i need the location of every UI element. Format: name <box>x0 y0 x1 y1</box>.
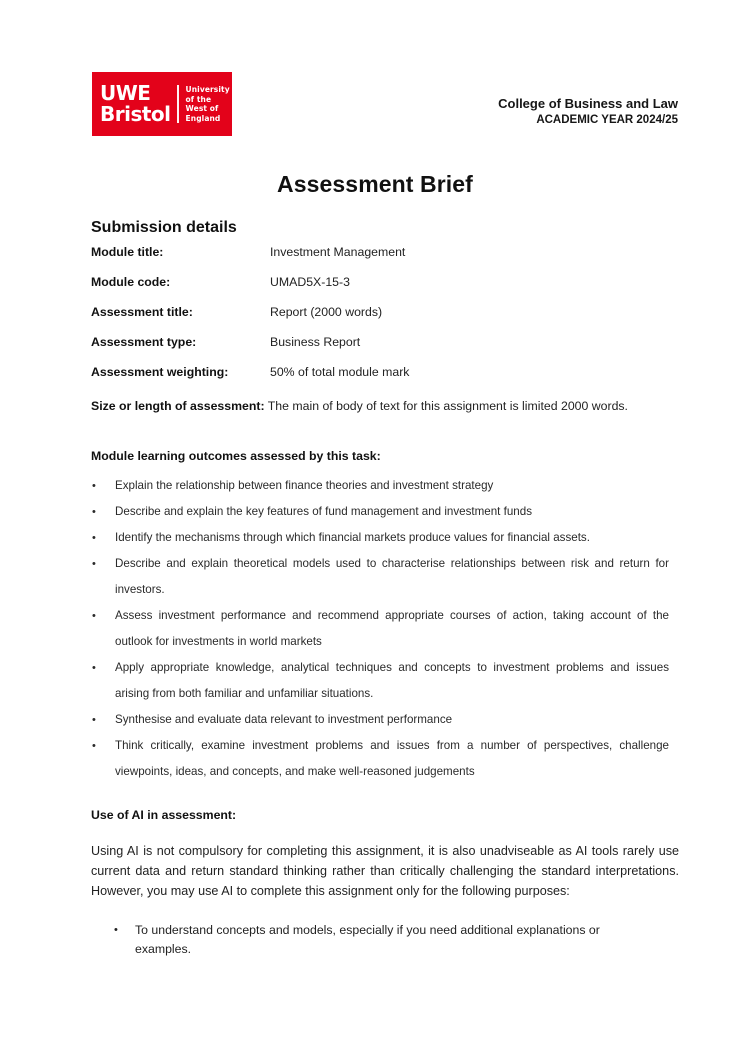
bullet-marker-icon: • <box>92 480 96 492</box>
list-item-label: Describe and explain theoretical models used to characterise relationships between risk and return for investors. <box>115 557 669 596</box>
detail-label: Assessment type: <box>91 335 197 349</box>
list-item-label: Apply appropriate knowledge, analytical techniques and concepts to investment problems and issues arising from both familiar and unfamiliar situations. <box>115 661 669 700</box>
learning-outcomes-heading: Module learning outcomes assessed by this task: <box>91 449 381 463</box>
table-row <box>91 334 681 364</box>
use-of-ai-heading: Use of AI in assessment: <box>91 808 237 822</box>
list-item-label: Assess investment performance and recommend appropriate courses of action, taking account of the outlook for investments in world markets <box>115 609 669 648</box>
use-of-ai-paragraph: Using AI is not compulsory for completing this assignment, it is also unadviseable as AI tools rarely use current data and return standard thinking rather than critically challenging the standard interpretations. However, you may use AI to complete this assignment only for the following purposes: <box>91 844 679 898</box>
logo-sub-line-3: West of <box>185 104 219 113</box>
size-of-assessment-paragraph <box>91 396 669 416</box>
college-name: College of Business and Law <box>498 96 678 111</box>
list-item <box>91 499 669 525</box>
academic-year: ACADEMIC YEAR 2024/25 <box>536 114 678 126</box>
page-title: Assessment Brief <box>277 171 473 197</box>
table-row <box>91 364 681 394</box>
list-item-label: To understand concepts and models, especially if you need additional explanations or examples. <box>135 923 600 956</box>
bullet-marker-icon: • <box>92 714 96 726</box>
uwe-bristol-logo <box>92 72 232 136</box>
logo-wordmark <box>100 83 171 125</box>
ai-permitted-uses-list <box>113 921 658 959</box>
list-item <box>91 733 669 785</box>
bullet-marker-icon: • <box>92 662 96 674</box>
logo-sub-line-2: of the <box>185 94 212 104</box>
bullet-marker-icon: • <box>92 506 96 518</box>
bullet-marker-icon: • <box>92 610 96 622</box>
list-item <box>91 603 669 655</box>
logo-line-bristol: Bristol <box>100 102 171 126</box>
bullet-marker-icon: • <box>114 924 118 936</box>
table-row <box>91 244 681 274</box>
detail-label: Assessment title: <box>91 305 193 319</box>
document-header <box>0 72 750 142</box>
list-item <box>91 655 669 707</box>
list-item <box>91 707 669 733</box>
detail-label: Module code: <box>91 275 171 289</box>
list-item <box>91 473 669 499</box>
header-right-block <box>498 95 678 128</box>
size-of-assessment-label: Size or length of assessment: <box>91 399 265 413</box>
logo-line-uwe: UWE <box>100 81 151 105</box>
list-item-label: Synthesise and evaluate data relevant to investment performance <box>115 713 453 726</box>
list-item-label: Describe and explain the key features of fund management and investment funds <box>115 505 532 518</box>
bullet-marker-icon: • <box>92 558 96 570</box>
submission-details-table <box>91 244 681 394</box>
detail-value: UMAD5X-15-3 <box>270 275 350 289</box>
detail-value: Report (2000 words) <box>270 305 383 319</box>
bullet-marker-icon: • <box>92 532 96 544</box>
table-row <box>91 304 681 334</box>
list-item-label: Think critically, examine investment problems and issues from a number of perspectives, challenge viewpoints, ideas, and concepts, and make well-reasoned judgements <box>115 739 669 778</box>
list-item <box>113 921 658 959</box>
logo-sub-line-1: University <box>185 85 230 94</box>
list-item <box>91 525 669 551</box>
detail-value: Business Report <box>270 335 361 349</box>
detail-value: Investment Management <box>270 245 406 259</box>
logo-sub-line-4: England <box>185 113 221 123</box>
list-item-label: Explain the relationship between finance theories and investment strategy <box>115 479 494 492</box>
list-item <box>91 551 669 603</box>
submission-details-heading: Submission details <box>91 219 237 236</box>
detail-value: 50% of total module mark <box>270 365 410 379</box>
bullet-marker-icon: • <box>92 740 96 752</box>
list-item-label: Identify the mechanisms through which financial markets produce values for financial assets. <box>115 531 590 544</box>
logo-subtext <box>186 85 230 123</box>
learning-outcomes-list <box>91 473 669 785</box>
detail-label: Assessment weighting: <box>91 365 229 379</box>
detail-label: Module title: <box>91 245 164 259</box>
table-row <box>91 274 681 304</box>
logo-divider <box>177 85 179 123</box>
size-of-assessment-text: The main of body of text for this assignment is limited 2000 words. <box>264 399 628 413</box>
